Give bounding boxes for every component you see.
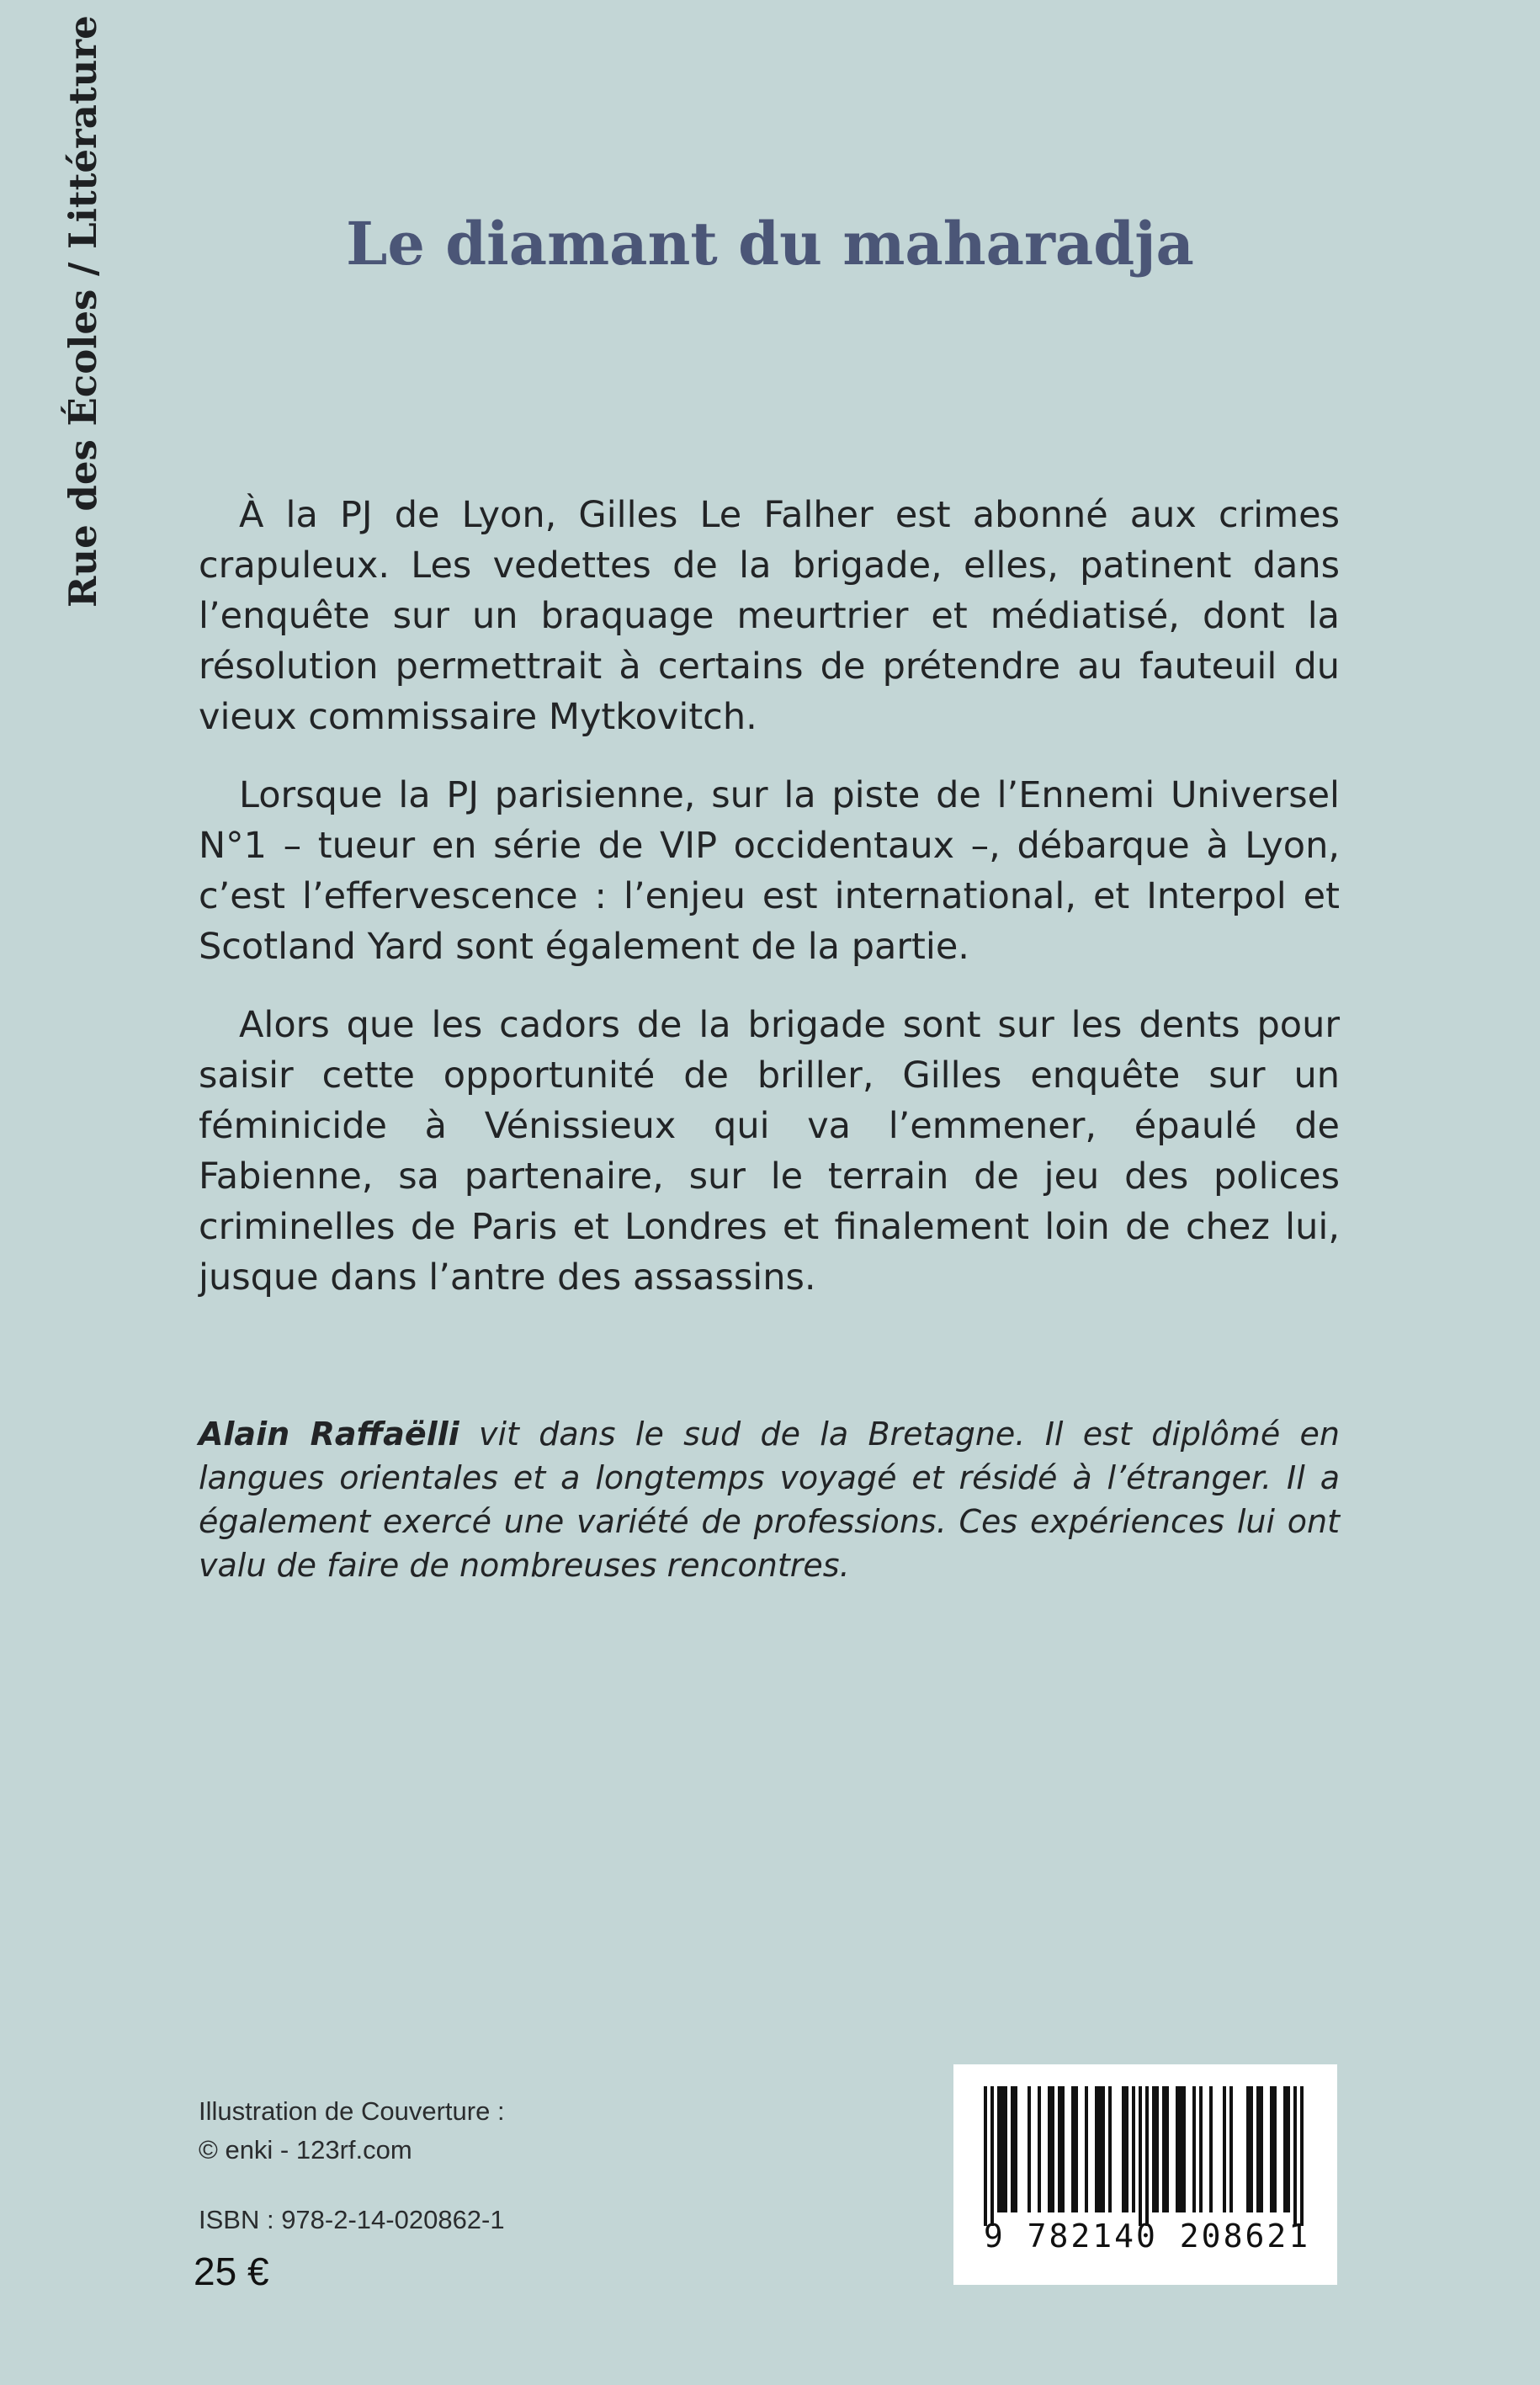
barcode-bar <box>1287 2086 1290 2212</box>
barcode-bar <box>1061 2086 1065 2212</box>
cover-credits <box>199 2092 505 2170</box>
barcode-bar <box>1246 2086 1250 2212</box>
author-bio-text: vit dans le sud de la Bretagne. Il est diplômé en langues orientales et a longtemps voyagé et résidé à l’étranger. Il a également exercé une variété de professions. Ces expériences lui ont valu de faire de nombreuses rencontres. <box>199 1416 1340 1584</box>
price: 25 € <box>194 2250 269 2293</box>
barcode-bar <box>1283 2086 1287 2212</box>
barcode-bar <box>1132 2086 1135 2212</box>
barcode-digits: 9 782140 208621 <box>983 2218 1311 2255</box>
barcode-bar <box>1260 2086 1263 2212</box>
barcode-bar <box>1270 2086 1273 2212</box>
barcode-bar <box>1145 2086 1149 2226</box>
author-bio <box>199 1412 1340 1587</box>
barcode-bar <box>984 2086 987 2226</box>
barcode-bar <box>1256 2086 1260 2212</box>
book-title: Le diamant du maharadja <box>346 209 1194 279</box>
barcode-bar <box>1102 2086 1105 2212</box>
collection-label: Rue des Écoles / Littérature <box>61 15 105 608</box>
barcode-bar <box>1139 2086 1142 2226</box>
barcode-bar <box>990 2086 994 2226</box>
barcode-bar <box>1058 2086 1061 2212</box>
barcode-bar <box>1122 2086 1125 2212</box>
barcode-bar <box>1011 2086 1014 2212</box>
barcode-bar <box>1014 2086 1017 2212</box>
barcode-bar <box>1162 2086 1166 2212</box>
barcode-bar <box>1048 2086 1051 2212</box>
summary-paragraph: Alors que les cadors de la brigade sont sur les dents pour saisir cette opportunité de briller, Gilles enquête sur un féminicide à Vénissieux qui va l’emmener, épaulé de Fabienne, sa partenaire, sur le terrain de jeu des polices criminelles de Paris et Londres et finalement loin de chez lui, jusque dans l’antre des assassins. <box>199 1004 1340 1299</box>
summary-paragraph: À la PJ de Lyon, Gilles Le Falher est abonné aux crimes crapuleux. Les vedettes de la brigade, elles, patinent dans l’enquête sur un braquage meurtrier et médiatisé, dont la résolution permettrait à certains de prétendre au fauteuil du vieux commissaire Mytkovitch. <box>199 494 1340 738</box>
summary <box>199 490 1340 1331</box>
barcode-bar <box>1071 2086 1075 2212</box>
barcode-bar <box>1250 2086 1253 2212</box>
barcode-bar <box>1223 2086 1226 2212</box>
barcode-bar <box>1108 2086 1112 2212</box>
credits-line: © enki - 123rf.com <box>199 2135 412 2165</box>
barcode-bar <box>1038 2086 1041 2212</box>
barcode <box>953 2064 1337 2285</box>
barcode-bar <box>1300 2086 1304 2226</box>
barcode-bar <box>1051 2086 1054 2212</box>
barcode-bar <box>1166 2086 1169 2212</box>
barcode-bar <box>1085 2086 1088 2212</box>
credits-line: Illustration de Couverture : <box>199 2096 505 2126</box>
barcode-bar <box>1273 2086 1277 2212</box>
summary-paragraph: Lorsque la PJ parisienne, sur la piste de l’Ennemi Universel N°1 – tueur en série de VIP occidentaux –, débarque à Lyon, c’est l’effervescence : l’enjeu est international, et Interpol et Scotland Yard sont également de la partie. <box>199 774 1340 968</box>
barcode-bar <box>1179 2086 1182 2212</box>
barcode-bar <box>1004 2086 1007 2212</box>
barcode-bar <box>1095 2086 1098 2212</box>
barcode-bar <box>1152 2086 1155 2212</box>
barcode-bar <box>1182 2086 1186 2212</box>
barcode-bar <box>1125 2086 1128 2212</box>
isbn: ISBN : 978-2-14-020862-1 <box>199 2205 505 2234</box>
barcode-bar <box>1293 2086 1297 2226</box>
barcode-bar <box>1192 2086 1196 2212</box>
barcode-bar <box>1176 2086 1179 2212</box>
spine <box>61 15 105 608</box>
barcode-bar <box>1209 2086 1213 2212</box>
barcode-bar <box>1075 2086 1078 2212</box>
barcode-bar <box>997 2086 1001 2212</box>
barcode-bar <box>1155 2086 1159 2212</box>
barcode-bar <box>1098 2086 1102 2212</box>
author-name: Alain Raffaëlli <box>199 1416 459 1453</box>
barcode-bar <box>1199 2086 1203 2212</box>
barcode-bar <box>1229 2086 1233 2212</box>
barcode-bar <box>1001 2086 1004 2212</box>
barcode-bar <box>1028 2086 1031 2212</box>
